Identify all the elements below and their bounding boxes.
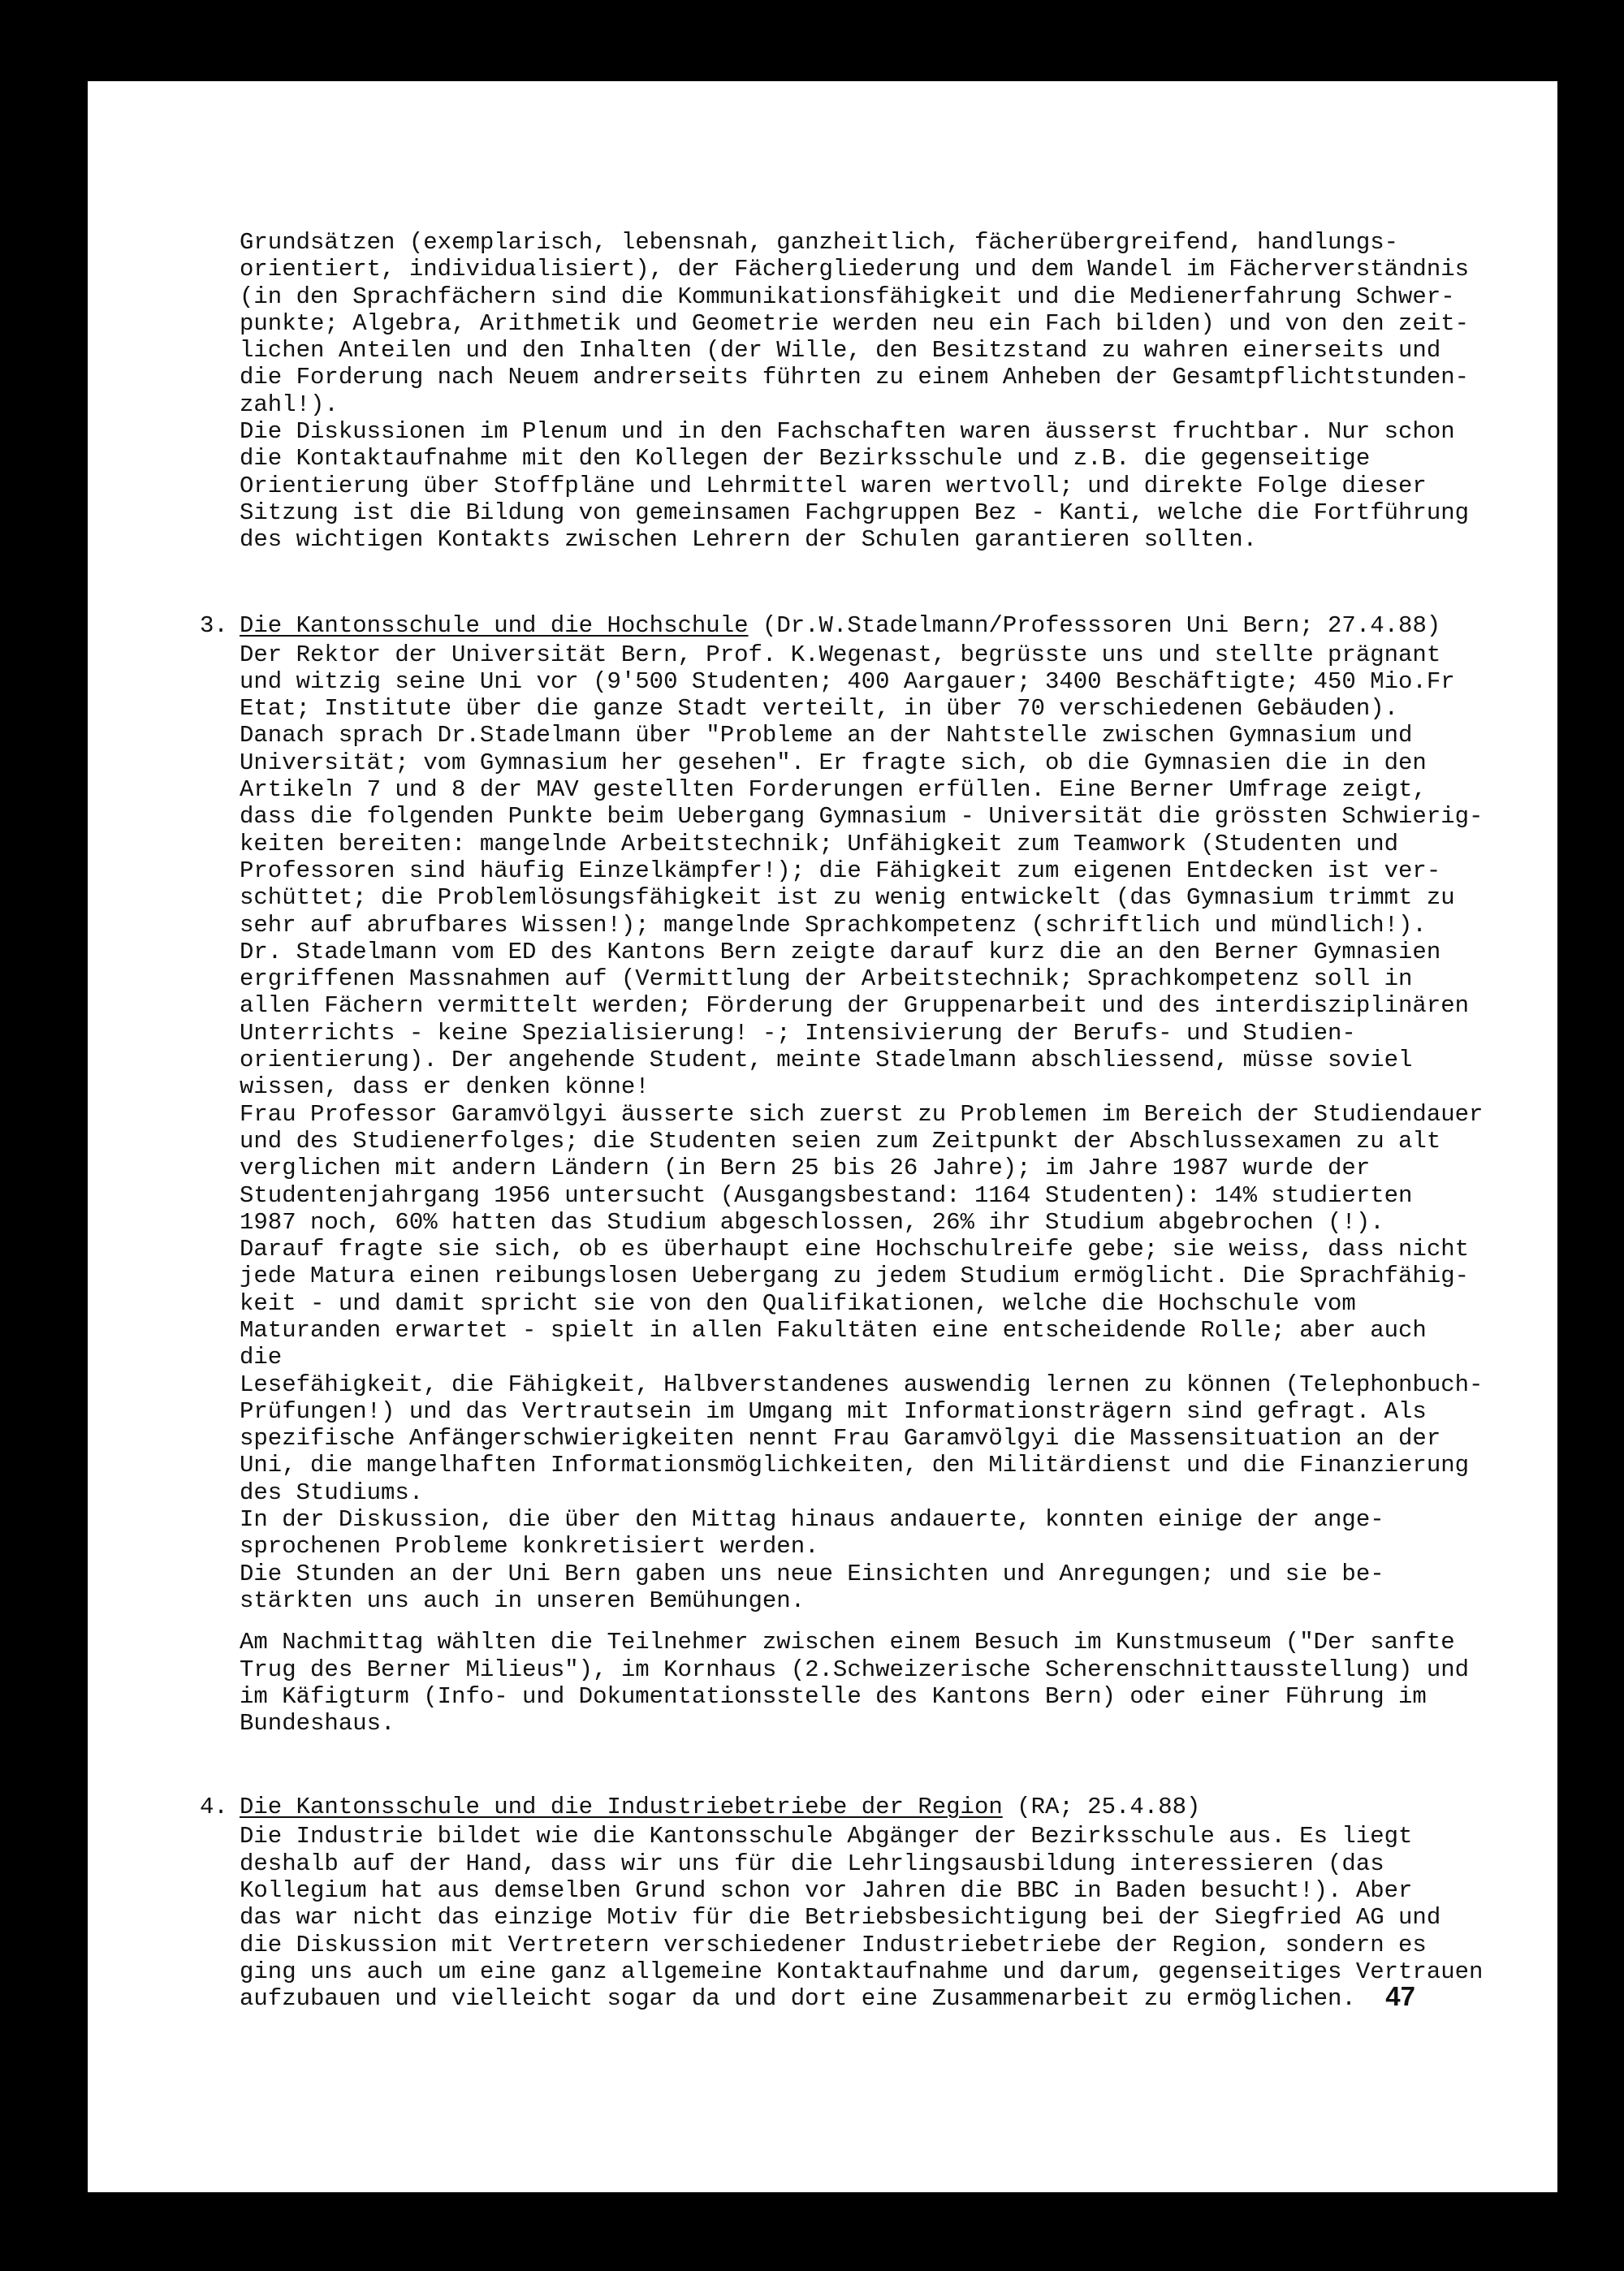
section-number: 3. [200,611,228,639]
text-line: orientiert, individualisiert), der Fächergliederung und dem Wandel im Fächerverständnis [240,256,1470,283]
text-line: verglichen mit andern Ländern (in Bern 25 bis 26 Jahre); im Jahre 1987 wurde der [240,1155,1371,1182]
text-line: dass die folgenden Punkte beim Uebergang Gymnasium - Universität die grössten Schwierig- [240,803,1484,831]
text-line: ergriffenen Massnahmen auf (Vermittlung der Arbeitstechnik; Sprachkompetenz soll in [240,965,1413,993]
text-line: des wichtigen Kontakts zwischen Lehrern der Schulen garantieren sollten. [240,526,1258,554]
text-line: Dr. Stadelmann vom ED des Kantons Bern zeigte darauf kurz die an den Berner Gymnasien [240,938,1441,965]
section-meta: (RA; 25.4.88) [1002,1794,1201,1821]
text-line: im Käfigturm (Info- und Dokumentationsstelle des Kantons Bern) oder einer Führung im [240,1682,1427,1710]
text-line: die [240,1344,283,1371]
text-line: sehr auf abrufbares Wissen!); mangelnde Sprachkompetenz (schriftlich und mündlich!). [240,911,1427,939]
text-line: Danach sprach Dr.Stadelmann über "Probleme an der Nahtstelle zwischen Gymnasium und [240,722,1413,749]
document-page [88,81,1557,2192]
section-4 [200,1794,1506,2013]
text-line: Unterrichts - keine Spezialisierung! -; Intensivierung der Berufs- und Studien- [240,1019,1356,1047]
text-line: keiten bereiten: mangelnde Arbeitstechnik; Unfähigkeit zum Teamwork (Studenten und [240,830,1399,857]
text-line: Artikeln 7 und 8 der MAV gestellten Forderungen erfüllen. Eine Berner Umfrage zeigt, [240,776,1427,804]
text-line: Etat; Institute über die ganze Stadt verteilt, in über 70 verschiedenen Gebäuden). [240,695,1399,723]
text-line: Sitzung ist die Bildung von gemeinsamen Fachgruppen Bez - Kanti, welche die Fortführung [240,499,1470,526]
text-line: Maturanden erwartet - spielt in allen Fakultäten eine entscheidende Rolle; aber auch [240,1316,1427,1344]
section-heading [200,611,1506,641]
text-line: 1987 noch, 60% hatten das Studium abgeschlossen, 26% ihr Studium abgebrochen (!). [240,1208,1384,1236]
text-line: Lesefähigkeit, die Fähigkeit, Halbverstandenes auswendig lernen zu können (Telephonbuch- [240,1371,1484,1398]
text-line: schüttet; die Problemlösungsfähigkeit ist zu wenig entwickelt (das Gymnasium trimmt zu [240,884,1455,912]
section-title: Die Kantonsschule und die Industriebetriebe der Region [240,1794,1003,1821]
intro-paragraph [240,229,1506,554]
text-line: allen Fächern vermittelt werden; Förderung der Gruppenarbeit und des interdisziplinären [240,992,1470,1020]
text-line: Der Rektor der Universität Bern, Prof. K.Wegenast, begrüsste uns und stellte prägnant [240,641,1441,668]
text-line: Universität; vom Gymnasium her gesehen". Er fragte sich, ob die Gymnasien die in den [240,749,1427,776]
text-line: stärkten uns auch in unseren Bemühungen. [240,1587,806,1614]
page-number: 47 [1385,1981,1415,2011]
text-line: Grundsätzen (exemplarisch, lebensnah, ganzheitlich, fächerübergreifend, handlungs- [240,229,1399,256]
section-number: 4. [200,1794,228,1821]
text-line: Darauf fragte sie sich, ob es überhaupt eine Hochschulreife gebe; sie weiss, dass nicht [240,1236,1470,1263]
text-line: zahl!). [240,391,339,418]
text-line: die Diskussion mit Vertretern verschiedener Industriebetriebe der Region, sondern es [240,1931,1427,1958]
text-line: Die Stunden an der Uni Bern gaben uns neue Einsichten und Anregungen; und sie be- [240,1560,1384,1587]
text-line: jede Matura einen reibungslosen Uebergang zu jedem Studium ermöglicht. Die Sprachfähig- [240,1263,1470,1290]
text-line: Trug des Berner Milieus"), im Kornhaus (2.Schweizerische Scherenschnittausstellung) und [240,1656,1470,1683]
text-line: ging uns auch um eine ganz allgemeine Kontaktaufnahme und darum, gegenseitiges Vertrauen [240,1958,1484,1985]
text-line: (in den Sprachfächern sind die Kommunikationsfähigkeit und die Medienerfahrung Schwer- [240,283,1455,310]
text-line: deshalb auf der Hand, dass wir uns für die Lehrlingsausbildung interessieren (das [240,1850,1384,1877]
section-meta: (Dr.W.Stadelmann/Professsoren Uni Bern; 27.4.88) [748,611,1441,639]
text-line: punkte; Algebra, Arithmetik und Geometrie werden neu ein Fach bilden) und von den zeit- [240,309,1470,337]
text-line: lichen Anteilen und den Inhalten (der Wille, den Besitzstand zu wahren einerseits und [240,337,1441,365]
text-line: und des Studienerfolges; die Studenten seien zum Zeitpunkt der Abschlussexamen zu alt [240,1127,1441,1155]
text-line: aufzubauen und vielleicht sogar da und dort eine Zusammenarbeit zu ermöglichen. [240,1985,1356,2013]
text-line: keit - und damit spricht sie von den Qualifikationen, welche die Hochschule vom [240,1289,1356,1317]
text-line: In der Diskussion, die über den Mittag hinaus andauerte, konnten einige der ange- [240,1506,1384,1534]
text-line: Kollegium hat aus demselben Grund schon vor Jahren die BBC in Baden besucht!). Aber [240,1877,1413,1905]
text-line: Am Nachmittag wählten die Teilnehmer zwischen einem Besuch im Kunstmuseum ("Der sanfte [240,1629,1455,1656]
document-body [200,229,1506,2013]
text-line: die Kontaktaufnahme mit den Kollegen der Bezirksschule und z.B. die gegenseitige [240,445,1371,473]
text-line: das war nicht das einzige Motiv für die Betriebsbesichtigung bei der Siegfried AG und [240,1904,1441,1932]
text-line: Prüfungen!) und das Vertrautsein im Umgang mit Informationsträgern sind gefragt. Als [240,1397,1427,1425]
text-line: Professoren sind häufig Einzelkämpfer!); die Fähigkeit zum eigenen Entdecken ist ver- [240,857,1441,884]
text-line: orientierung). Der angehende Student, meinte Stadelmann abschliessend, müsse soviel [240,1047,1413,1074]
text-line: spezifische Anfängerschwierigkeiten nennt Frau Garamvölgyi die Massensituation an der [240,1425,1441,1453]
text-line: sprochenen Probleme konkretisiert werden. [240,1533,819,1561]
text-line: Frau Professor Garamvölgyi äusserte sich zuerst zu Problemen im Bereich der Studiendauer [240,1100,1484,1128]
text-line: Studentenjahrgang 1956 untersucht (Ausgangsbestand: 1164 Studenten): 14% studierten [240,1181,1413,1209]
text-line: die Forderung nach Neuem andrerseits führten zu einem Anheben der Gesamtpflichtstunden- [240,364,1470,391]
text-line: Orientierung über Stoffpläne und Lehrmittel waren wertvoll; und direkte Folge dieser [240,472,1427,499]
section-3 [200,611,1506,1738]
text-line: des Studiums. [240,1479,424,1506]
section-heading [200,1794,1506,1823]
text-line: Bundeshaus. [240,1710,395,1738]
text-line: und witzig seine Uni vor (9'500 Studenten; 400 Aargauer; 3400 Beschäftigte; 450 Mio.Fr [240,667,1455,695]
text-line: Die Diskussionen im Plenum und in den Fachschaften waren äusserst fruchtbar. Nur schon [240,418,1455,446]
text-line: Die Industrie bildet wie die Kantonsschule Abgänger der Bezirksschule aus. Es liegt [240,1823,1413,1850]
text-line: wissen, dass er denken könne! [240,1073,650,1101]
text-line: Uni, die mangelhaften Informationsmöglichkeiten, den Militärdienst und die Finanzierung [240,1452,1470,1479]
section-title: Die Kantonsschule und die Hochschule [240,611,749,639]
